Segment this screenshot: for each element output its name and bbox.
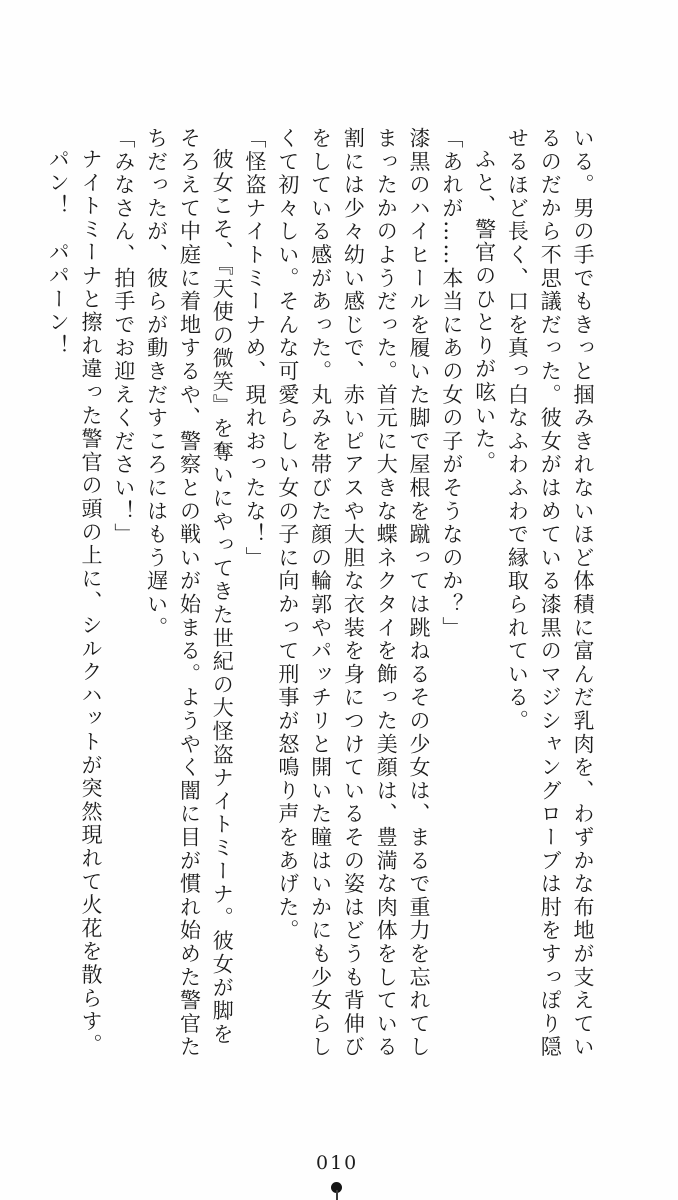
paragraph-dialogue: 「みなさん、拍手でお迎えください！」 bbox=[111, 127, 136, 547]
page-number: 010 bbox=[316, 1152, 359, 1174]
paragraph-narration: ふと、警官のひとりが呟いた。 bbox=[472, 148, 497, 475]
paragraph-dialogue: 「あれが……本当にあの女の子がそうなのか？」 bbox=[439, 127, 464, 640]
paragraph-sound-effect: パン！ パパーン！ bbox=[46, 148, 71, 358]
paragraph-narration: 彼女こそ、『天使の微笑』を奪いにやってきた世紀の大怪盗ナイトミーナ。彼女が脚をそろえて中庭に着地するや、警察との戦いが始まる。ようやく闇に目が慣れ始めた警官たちだったが、彼らが動きだすころにはもう遅い。 bbox=[144, 127, 235, 1059]
paragraph-narration: ナイトミーナと擦れ違った警官の頭の上に、シルクハットが突然現れて火花を散らす。 bbox=[79, 148, 104, 1057]
body-text bbox=[41, 127, 599, 1063]
fold-line-mark bbox=[336, 1190, 338, 1200]
paragraph-narration: 漆黒のハイヒールを履いた脚で屋根を蹴っては跳ねるその少女は、まるで重力を忘れてしまったかのようだった。首元に大きな蝶ネクタイを飾った美顔は、豊満な肉体をしている割には少々幼い感じで、赤いピアスや大胆な衣装を身につけているその姿はどうも背伸びをしている感があった。丸みを帯びた顔の輪郭やパッチリと開いた瞳はいかにも少女らしくて初々しい。そんな可愛らしい女の子に向かって刑事が怒鳴り声をあげた。 bbox=[275, 127, 432, 1059]
paragraph-dialogue: 「怪盗ナイトミーナめ、現れおったな！」 bbox=[243, 127, 268, 570]
paragraph-continuation: いる。男の手でもきっと掴みきれないほど体積に富んだ乳肉を、わずかな布地が支えているのだから不思議だった。彼女がはめている漆黒のマジシャングローブは肘をすっぽり隠せるほど長く、口を真っ白なふわふわで縁取られている。 bbox=[505, 127, 595, 1059]
